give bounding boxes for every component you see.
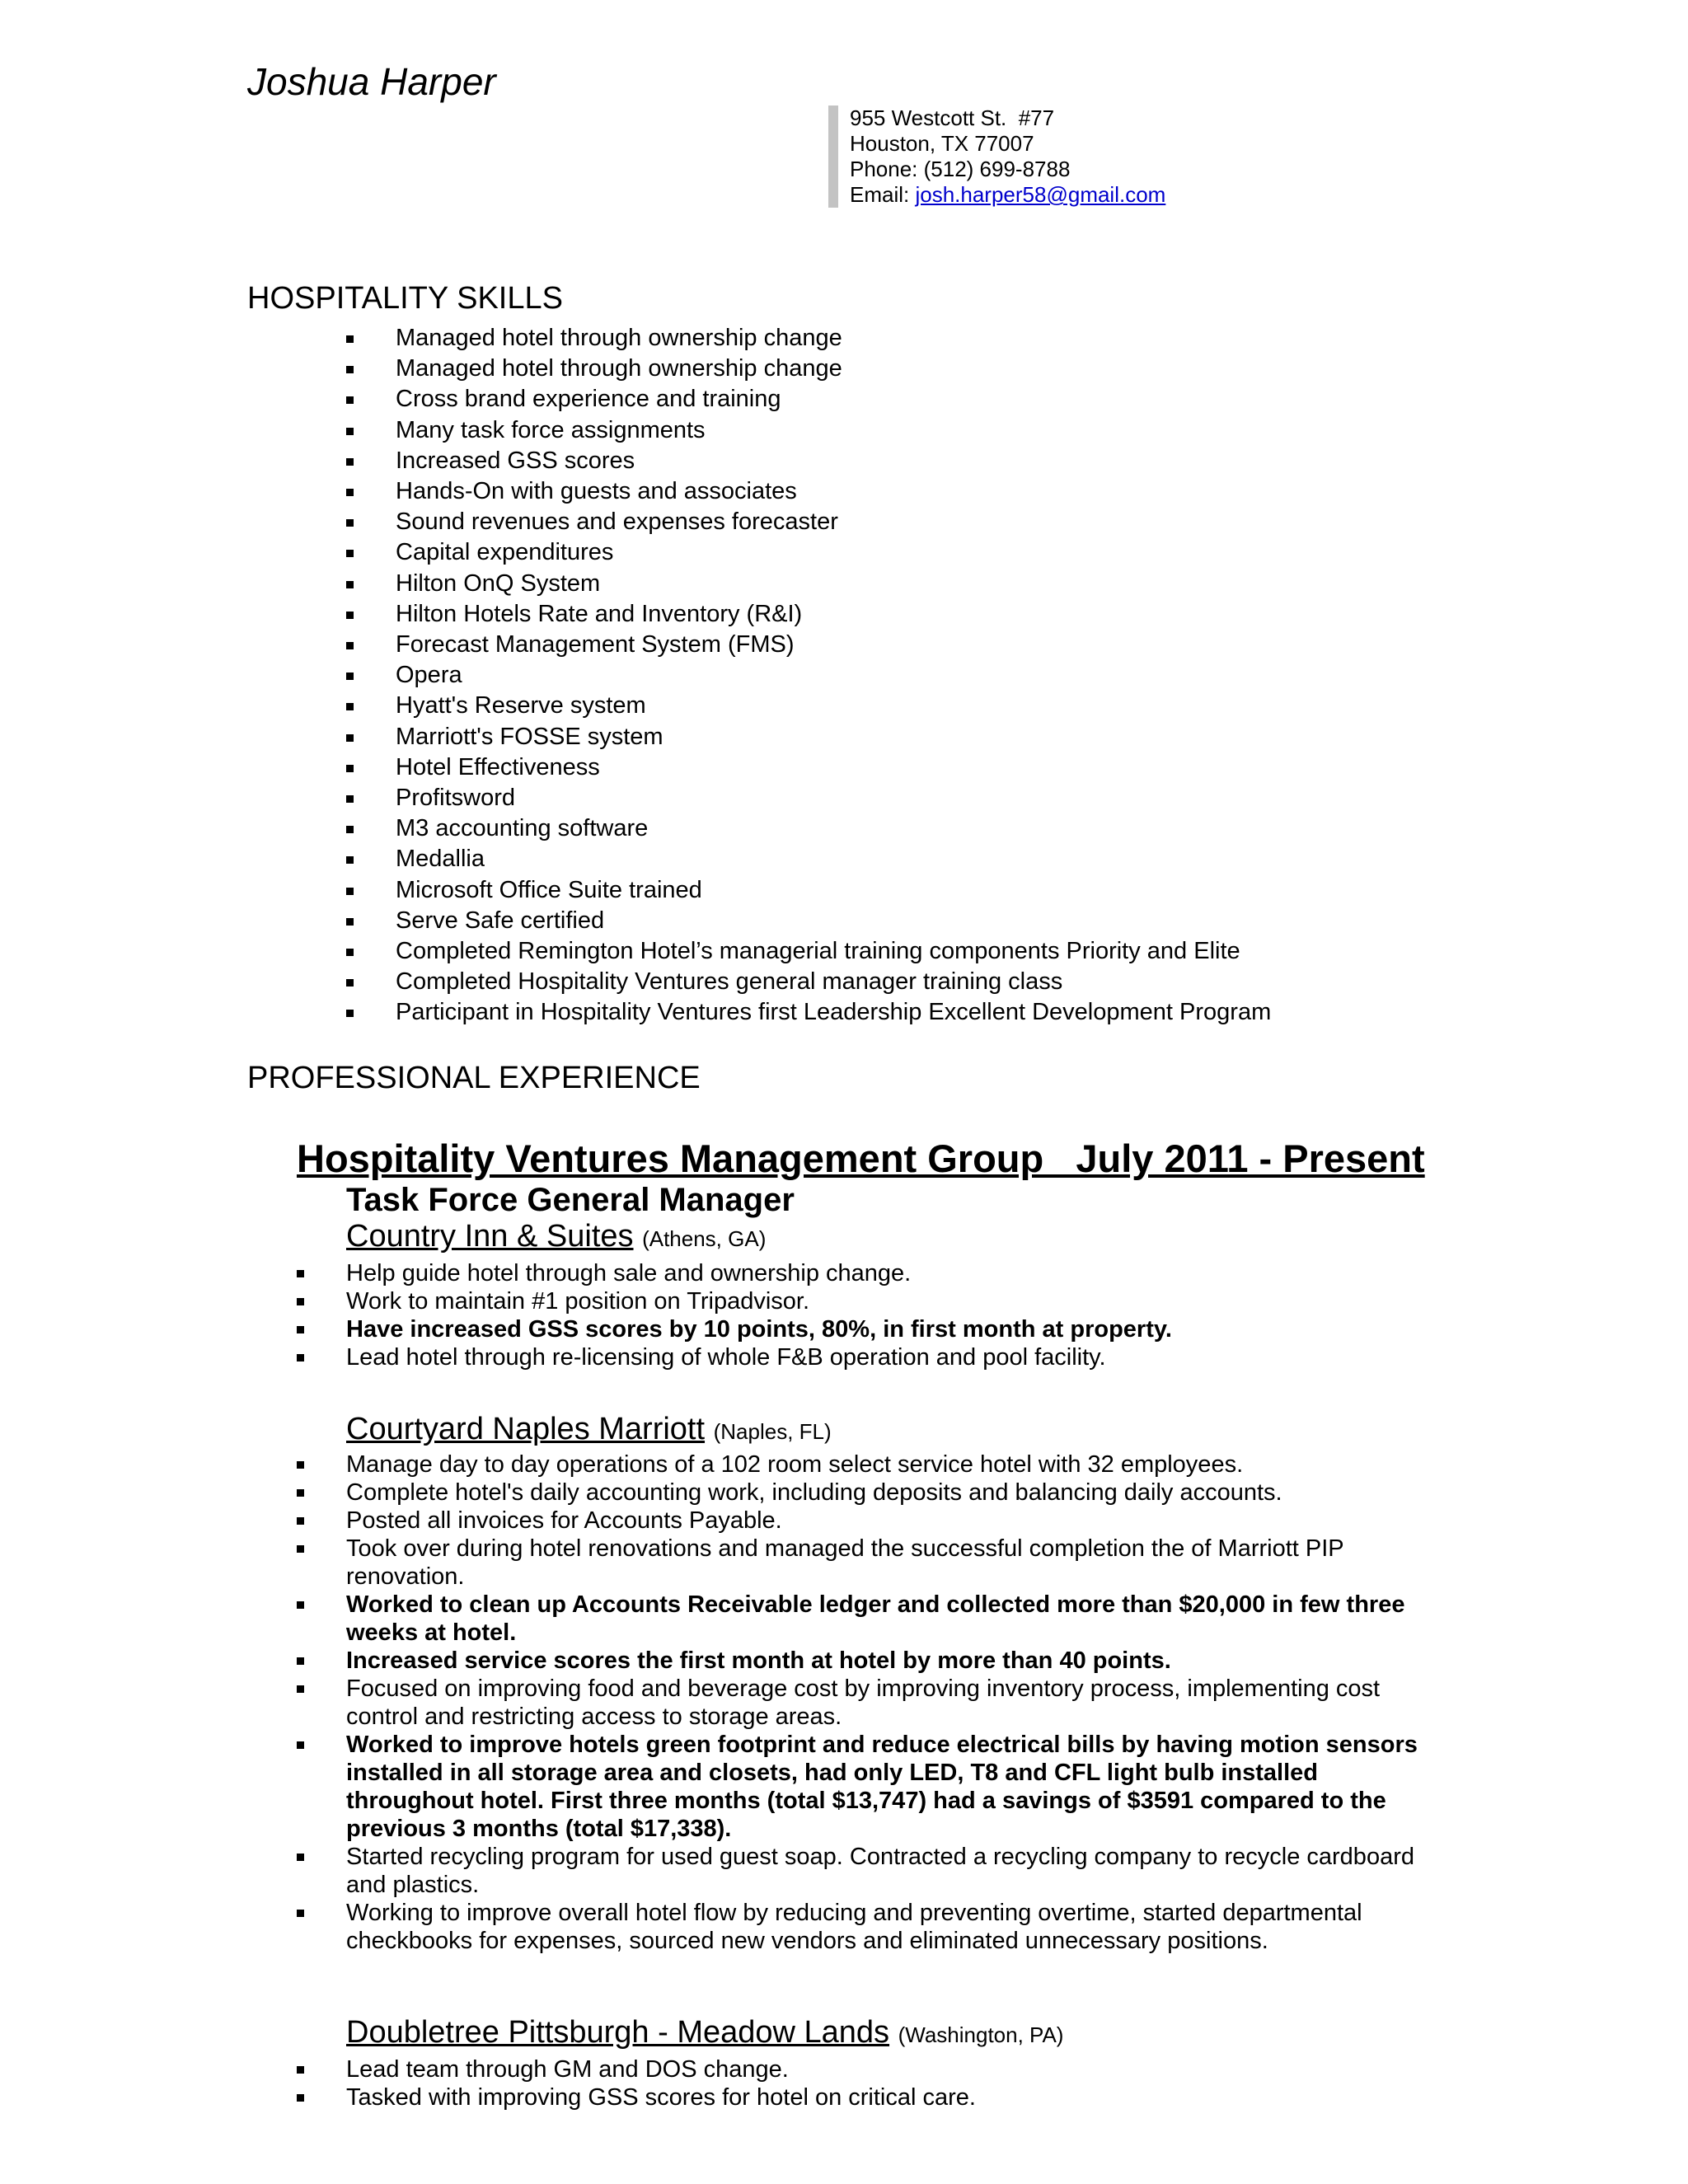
- skills-list: [346, 323, 1271, 1029]
- property-name: Country Inn & Suites: [346, 1219, 634, 1254]
- property-bullets: [297, 1259, 1418, 1371]
- property-name: Courtyard Naples Marriott: [346, 1412, 706, 1446]
- list-item: Lead team through GM and DOS change.: [297, 2055, 1418, 2083]
- list-item: Completed Remington Hotel’s managerial training components Priority and Elite: [346, 936, 1271, 967]
- list-item: Hyatt's Reserve system: [346, 691, 1271, 721]
- contact-block: [828, 105, 1165, 208]
- list-item: Capital expenditures: [346, 537, 1271, 568]
- list-item: Focused on improving food and beverage cost by improving inventory process, implementing cost control and restricting access to storage areas.: [297, 1675, 1418, 1731]
- list-item: Help guide hotel through sale and ownership change.: [297, 1259, 1418, 1287]
- list-item: Tasked with improving GSS scores for hotel on critical care.: [297, 2083, 1418, 2111]
- job-role: Task Force General Manager: [346, 1182, 795, 1218]
- list-item: Worked to clean up Accounts Receivable ledger and collected more than $20,000 in few three weeks at hotel.: [297, 1591, 1418, 1647]
- phone: Phone: (512) 699-8788: [850, 157, 1071, 181]
- email-row: [850, 182, 1165, 208]
- list-item: Working to improve overall hotel flow by reducing and preventing overtime, started departmental checkbooks for expenses, sourced new vendors and eliminated unnecessary positions.: [297, 1899, 1418, 1955]
- list-item: Medallia: [346, 844, 1271, 874]
- list-item: Sound revenues and expenses forecaster: [346, 507, 1271, 537]
- list-item: Serve Safe certified: [346, 906, 1271, 936]
- property-bullets: [297, 2055, 1418, 2111]
- candidate-name: Joshua Harper: [247, 60, 496, 103]
- list-item: Microsoft Office Suite trained: [346, 875, 1271, 906]
- list-item: Increased service scores the first month at hotel by more than 40 points.: [297, 1647, 1418, 1675]
- list-item: Hotel Effectiveness: [346, 752, 1271, 783]
- list-item: Lead hotel through re-licensing of whole F&B operation and pool facility.: [297, 1343, 1418, 1371]
- list-item: Work to maintain #1 position on Tripadvisor.: [297, 1287, 1418, 1315]
- list-item: Posted all invoices for Accounts Payable.: [297, 1507, 1418, 1535]
- property-location: (Athens, GA): [642, 1226, 767, 1251]
- property-location: (Naples, FL): [713, 1419, 832, 1444]
- experience-heading: PROFESSIONAL EXPERIENCE: [247, 1061, 701, 1095]
- list-item: Profitsword: [346, 783, 1271, 813]
- email-link[interactable]: josh.harper58@gmail.com: [915, 182, 1166, 207]
- list-item: Many task force assignments: [346, 415, 1271, 446]
- list-item: Increased GSS scores: [346, 446, 1271, 476]
- email-label: Email:: [850, 182, 916, 207]
- list-item: Hilton Hotels Rate and Inventory (R&I): [346, 599, 1271, 630]
- list-item: Completed Hospitality Ventures general manager training class: [346, 967, 1271, 997]
- list-item: Marriott's FOSSE system: [346, 722, 1271, 752]
- list-item: Opera: [346, 660, 1271, 691]
- property-bullets: [297, 1451, 1418, 1955]
- list-item: Manage day to day operations of a 102 room select service hotel with 32 employees.: [297, 1451, 1418, 1479]
- list-item: Complete hotel's daily accounting work, including deposits and balancing daily accounts.: [297, 1479, 1418, 1507]
- list-item: Hilton OnQ System: [346, 569, 1271, 599]
- property-location: (Washington, PA): [898, 2022, 1064, 2047]
- skills-heading: HOSPITALITY SKILLS: [247, 281, 563, 316]
- property-heading: [346, 1411, 832, 1449]
- list-item: M3 accounting software: [346, 813, 1271, 844]
- list-item: Worked to improve hotels green footprint and reduce electrical bills by having motion sensors installed in all storage area and closets, had only LED, T8 and CFL light bulb installed throughout hotel. First three months (total $13,747) had a savings of $3591 compared to the previous 3 months (total $17,338).: [297, 1731, 1418, 1843]
- list-item: Took over during hotel renovations and managed the successful completion the of Marriott PIP renovation.: [297, 1535, 1418, 1591]
- list-item: Have increased GSS scores by 10 points, 80%, in first month at property.: [297, 1315, 1418, 1343]
- list-item: Hands-On with guests and associates: [346, 476, 1271, 507]
- list-item: Forecast Management System (FMS): [346, 630, 1271, 660]
- property-heading: [346, 2014, 1063, 2052]
- address-line-1: 955 Westcott St. #77: [850, 105, 1055, 130]
- list-item: Started recycling program for used guest soap. Contracted a recycling company to recycle cardboard and plastics.: [297, 1843, 1418, 1899]
- list-item: Participant in Hospitality Ventures first Leadership Excellent Development Program: [346, 997, 1271, 1028]
- company-heading: Hospitality Ventures Management Group July 2011 - Present: [297, 1137, 1425, 1180]
- list-item: Managed hotel through ownership change: [346, 354, 1271, 384]
- list-item: Cross brand experience and training: [346, 384, 1271, 415]
- list-item: Managed hotel through ownership change: [346, 323, 1271, 354]
- address-line-2: Houston, TX 77007: [850, 131, 1034, 156]
- property-heading: [346, 1218, 766, 1256]
- property-name: Doubletree Pittsburgh - Meadow Lands: [346, 2015, 890, 2050]
